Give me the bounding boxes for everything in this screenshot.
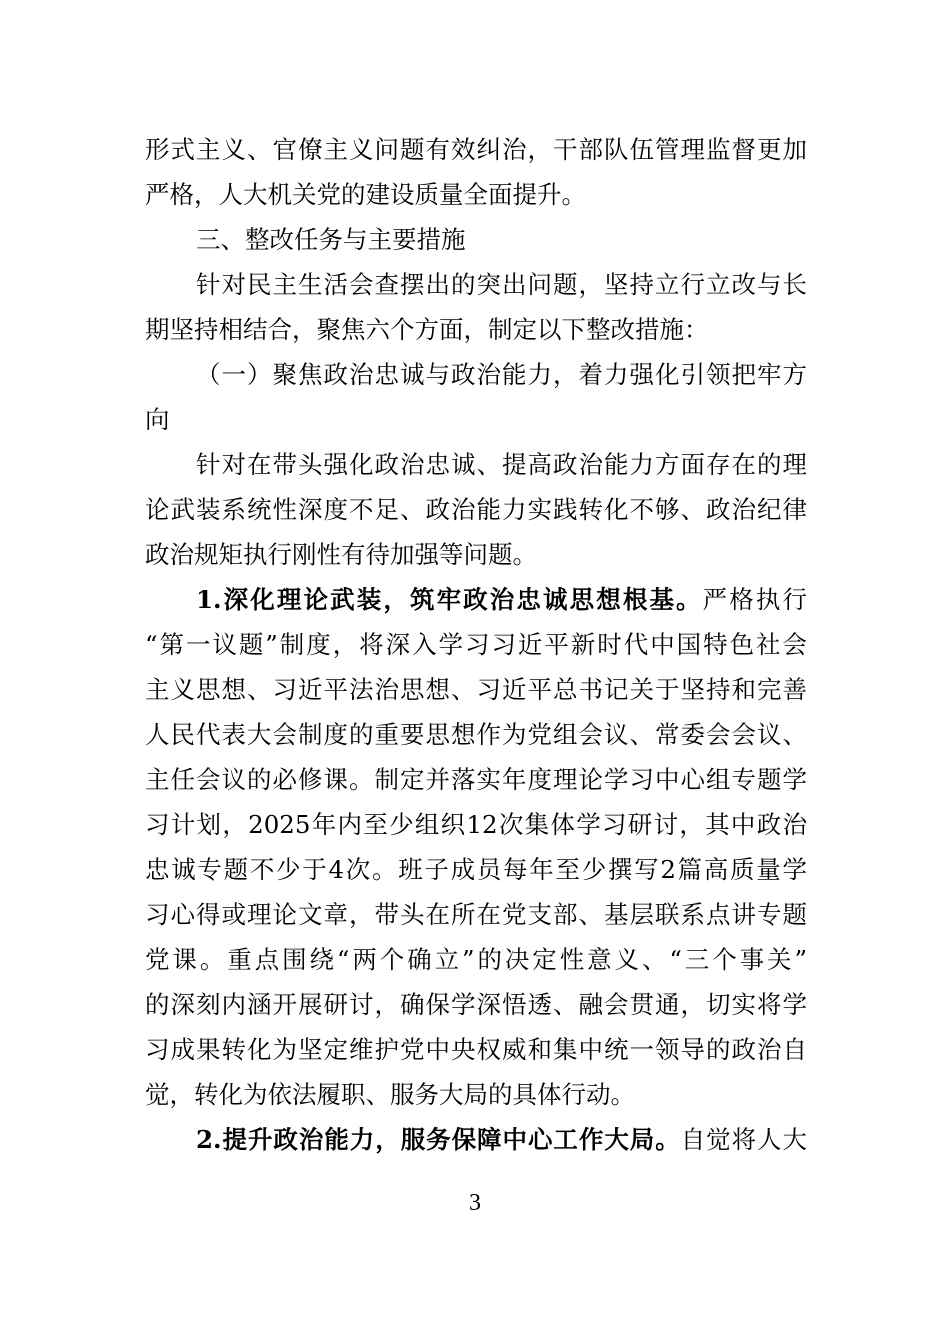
- item-1-first-line: [145, 577, 807, 622]
- body-line: 严格，人大机关党的建设质量全面提升。: [145, 180, 586, 209]
- body-line: 的深刻内涵开展研讨，确保学深悟透、融会贯通，切实将学: [145, 990, 807, 1019]
- item-2-first-line: [145, 1117, 807, 1162]
- item-2-text: 自觉将人大: [680, 1125, 807, 1154]
- body-line: 针对在带头强化政治忠诚、提高政治能力方面存在的理: [196, 450, 807, 479]
- body-line: 习成果转化为坚定维护党中央权威和集中统一领导的政治自: [145, 1035, 807, 1064]
- body-line: 主任会议的必修课。制定并落实年度理论学习中心组专题学: [145, 765, 807, 794]
- body-line: 习计划，2025年内至少组织12次集体学习研讨，其中政治: [145, 810, 807, 839]
- subsection-heading-cont: 向: [145, 405, 170, 434]
- section-heading: 三、整改任务与主要措施: [196, 225, 466, 254]
- body-line: 政治规矩执行刚性有待加强等问题。: [145, 540, 537, 569]
- body-line: 形式主义、官僚主义问题有效纠治，干部队伍管理监督更加: [145, 135, 807, 164]
- body-line: “第一议题”制度，将深入学习习近平新时代中国特色社会: [145, 630, 807, 659]
- page-number: 3: [469, 1190, 481, 1216]
- document-page: [145, 127, 807, 1162]
- body-line: 人民代表大会制度的重要思想作为党组会议、常委会会议、: [145, 720, 807, 749]
- body-line: 主义思想、习近平法治思想、习近平总书记关于坚持和完善: [145, 675, 807, 704]
- body-line: 期坚持相结合，聚焦六个方面，制定以下整改措施：: [145, 315, 709, 344]
- item-1-text: 严格执行: [702, 585, 808, 614]
- body-line: 习心得或理论文章，带头在所在党支部、基层联系点讲专题: [145, 900, 807, 929]
- body-line: 党课。重点围绕“两个确立”的决定性意义、“三个事关”: [145, 945, 807, 974]
- subsection-heading: （一）聚焦政治忠诚与政治能力，着力强化引领把牢方: [196, 360, 807, 389]
- body-line: 论武装系统性深度不足、政治能力实践转化不够、政治纪律: [145, 495, 807, 524]
- body-line: 觉，转化为依法履职、服务大局的具体行动。: [145, 1080, 635, 1109]
- body-line: 忠诚专题不少于4次。班子成员每年至少撰写2篇高质量学: [145, 855, 807, 884]
- item-2-title: 2.提升政治能力，服务保障中心工作大局。: [196, 1125, 681, 1154]
- item-1-title: 1.深化理论武装，筑牢政治忠诚思想根基。: [196, 585, 703, 614]
- body-line: 针对民主生活会查摆出的突出问题，坚持立行立改与长: [196, 270, 807, 299]
